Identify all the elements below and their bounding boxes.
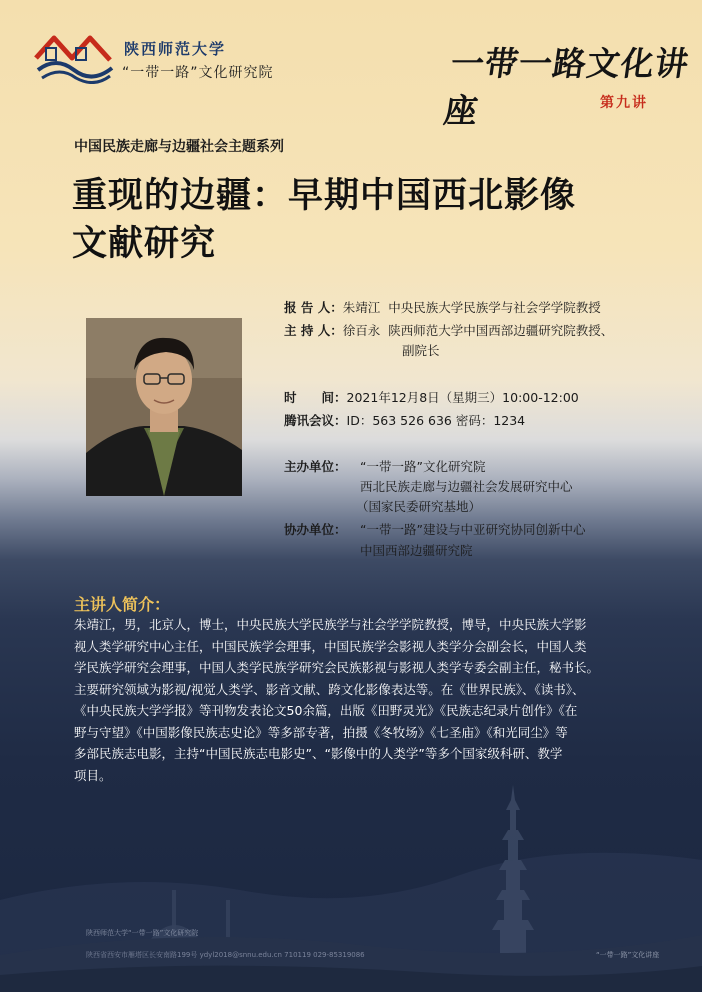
co-organizers-label: 协办单位： bbox=[284, 522, 347, 537]
organizer-line: （国家民委研究基地） bbox=[356, 499, 482, 514]
footer-brand: “一带一路”文化讲座 bbox=[596, 951, 660, 959]
speaker-row bbox=[284, 298, 601, 316]
time-row bbox=[284, 388, 579, 406]
meeting-row bbox=[284, 411, 525, 429]
speaker-label: 报 告 人： bbox=[284, 300, 343, 315]
host-affiliation: 陕西师范大学中国西部边疆研究院教授、 bbox=[388, 323, 614, 338]
lecture-title-line-2: 文献研究 bbox=[72, 224, 217, 264]
time-value: 2021年12月8日（星期三）10:00-12:00 bbox=[346, 390, 579, 405]
intro-line: 主要研究领域为影视/视觉人类学、影音文献、跨文化影像表达等。在《世界民族》、《读书》、 bbox=[74, 681, 585, 697]
time-label: 时 间： bbox=[284, 390, 347, 405]
host-label: 主 持 人： bbox=[284, 323, 343, 338]
host-affiliation-line-2: 副院长 bbox=[402, 343, 440, 358]
meeting-value: ID：563 526 636 密码：1234 bbox=[346, 413, 526, 428]
host-name: 徐百永 bbox=[342, 323, 381, 338]
intro-line: 视人类学研究中心主任，中国民族学会理事，中国民族学会影视人类学分会副会长，中国人类 bbox=[74, 638, 587, 654]
intro-line: 《中央民族大学学报》等刊物发表论文50余篇，出版《田野灵光》《民族志纪录片创作》《在 bbox=[74, 703, 578, 718]
footer-institute: 陕西师范大学“一带一路”文化研究院 bbox=[86, 929, 199, 937]
speaker-portrait-image bbox=[86, 318, 242, 496]
organizers-row bbox=[284, 457, 347, 475]
lecture-title-line-1: 重现的边疆：早期中国西北影像 bbox=[72, 176, 577, 216]
footer-contact: 陕西省西安市雁塔区长安南路199号 ydyl2018@snnu.edu.cn 710119 029-85319086 bbox=[86, 951, 365, 959]
speaker-affiliation: 中央民族大学民族学与社会学学院教授 bbox=[388, 300, 601, 315]
intro-line: 朱靖江，男，北京人，博士，中央民族大学民族学与社会学学院教授，博导，中央民族大学影 bbox=[74, 617, 587, 632]
intro-line: 项目。 bbox=[74, 767, 112, 783]
lecture-brand-title: 一带一路文化讲座 bbox=[441, 44, 692, 130]
intro-line: 多部民族志电影，主持“中国民族志电影史”、“影像中的人类学”等多个国家级科研、教学 bbox=[74, 746, 563, 761]
speaker-photo bbox=[86, 318, 242, 496]
co-organizer-line: “一带一路”建设与中亚研究协同创新中心 bbox=[360, 522, 586, 537]
intro-line: 野与守望》《中国影像民族志史论》等多部专著，拍摄《冬牧场》《七圣庙》《和光同尘》等 bbox=[74, 724, 568, 740]
organizer-line: 西北民族走廊与边疆社会发展研究中心 bbox=[360, 479, 573, 494]
intro-heading: 主讲人简介： bbox=[74, 595, 171, 614]
school-name: 陕西师范大学 bbox=[124, 40, 227, 58]
co-organizer-line: 中国西部边疆研究院 bbox=[360, 543, 473, 558]
co-organizers-row bbox=[284, 520, 347, 538]
organizers-label: 主办单位： bbox=[284, 459, 347, 474]
speaker-name: 朱靖江 bbox=[342, 300, 381, 315]
institute-logo-icon bbox=[32, 30, 118, 84]
meeting-label: 腾讯会议： bbox=[284, 413, 347, 428]
host-row bbox=[284, 321, 613, 339]
intro-line: 学民族学研究会理事，中国人类学民族学研究会民族影视与影视人类学专委会副主任，秘书长。 bbox=[74, 660, 600, 675]
institute-name: “一带一路”文化研究院 bbox=[122, 65, 274, 81]
organizer-line: “一带一路”文化研究院 bbox=[360, 459, 486, 474]
lecture-title bbox=[72, 172, 672, 268]
lecture-number: 第九讲 bbox=[600, 95, 648, 111]
intro-text bbox=[74, 614, 634, 786]
series-name: 中国民族走廊与边疆社会主题系列 bbox=[74, 139, 284, 155]
